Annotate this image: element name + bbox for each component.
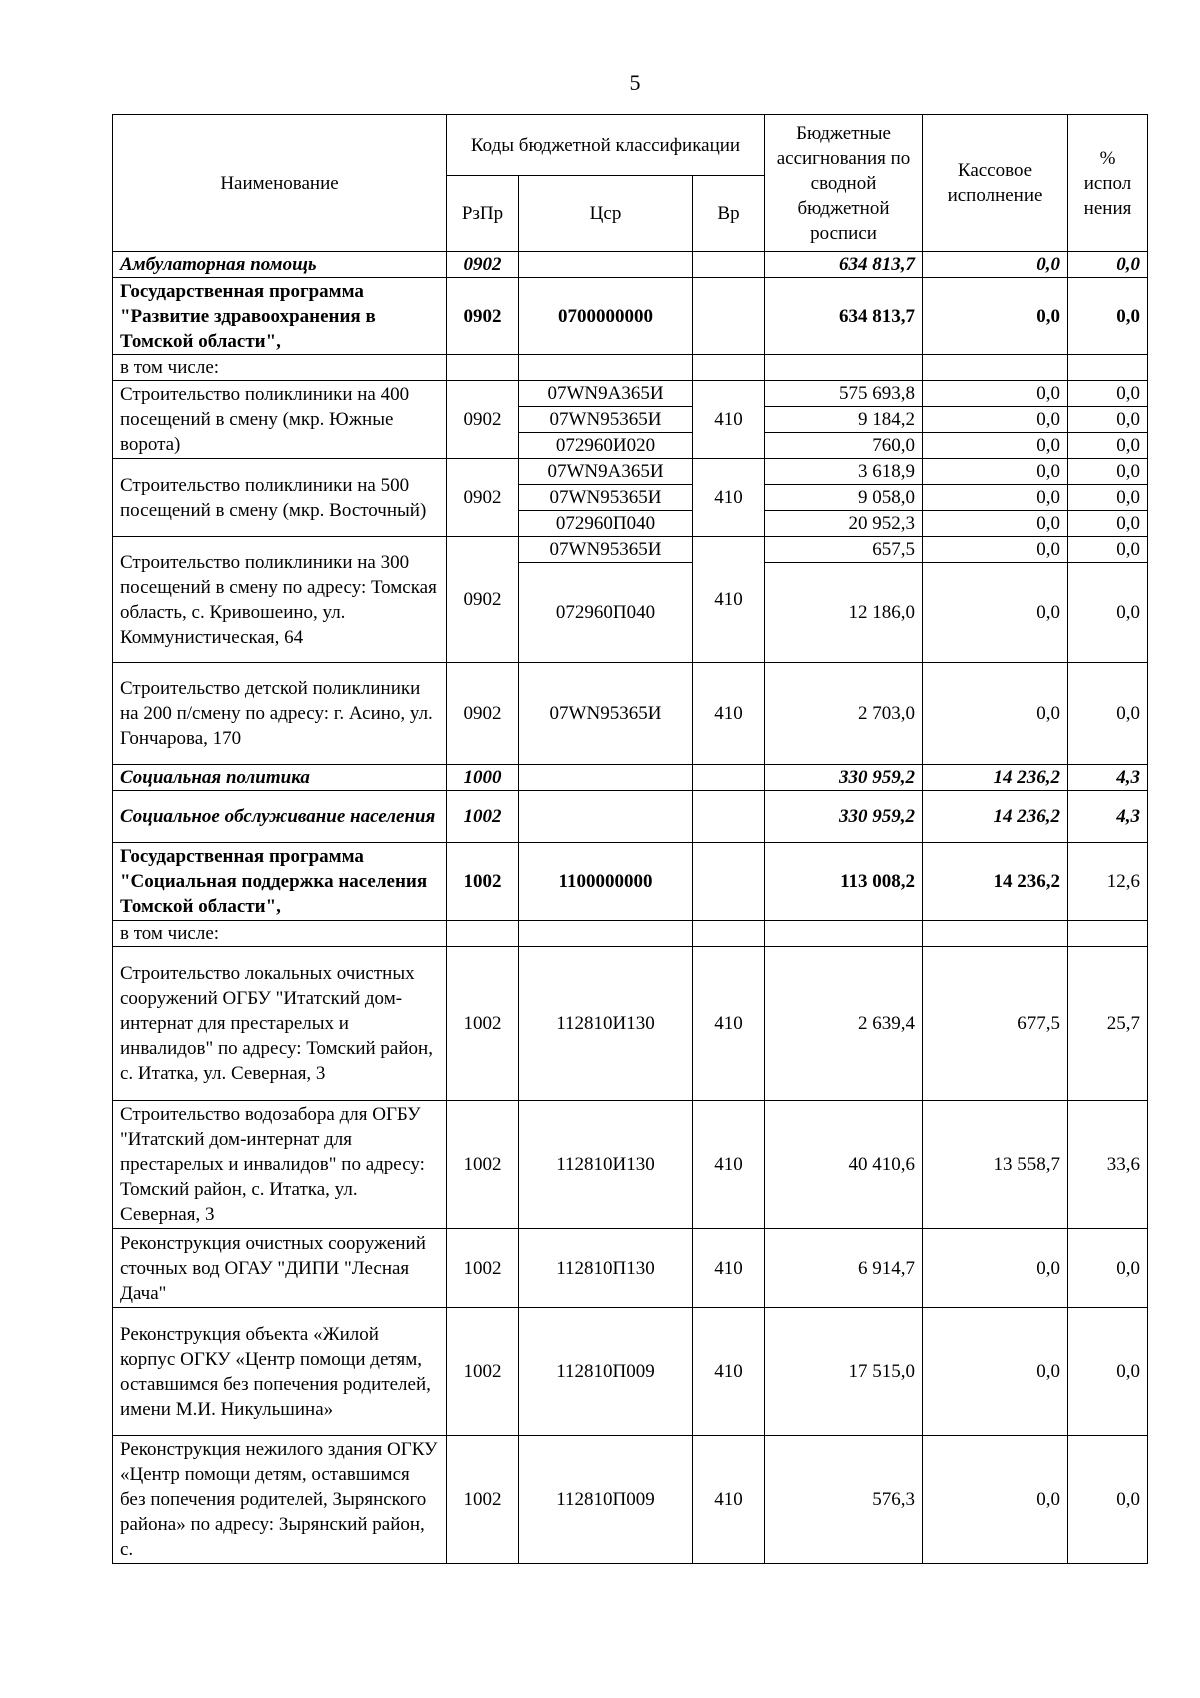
row-amount: 657,5 xyxy=(765,537,923,563)
row-rzpr: 0902 xyxy=(447,278,519,355)
header-csr: Цср xyxy=(519,176,693,252)
row-percent: 4,3 xyxy=(1068,765,1148,791)
table-row xyxy=(113,947,1148,1101)
row-rzpr: 0902 xyxy=(447,537,519,663)
row-execution: 0,0 xyxy=(923,1308,1068,1436)
row-csr: 112810П130 xyxy=(519,1229,693,1308)
row-name: Строительство водозабора для ОГБУ "Итатский дом-интернат для престарелых и инвалидов" по адресу: Томский район, с. Итатка, ул. Северная, 3 xyxy=(113,1101,447,1229)
row-csr xyxy=(519,252,693,278)
row-execution: 0,0 xyxy=(923,485,1068,511)
row-name: в том числе: xyxy=(113,921,447,947)
row-rzpr: 1002 xyxy=(447,791,519,843)
row-csr: 1100000000 xyxy=(519,843,693,921)
empty-cell xyxy=(765,355,923,381)
row-vr: 410 xyxy=(693,537,765,663)
row-execution: 0,0 xyxy=(923,511,1068,537)
row-name: Реконструкция очистных сооружений сточных вод ОГАУ "ДИПИ "Лесная Дача" xyxy=(113,1229,447,1308)
row-percent: 0,0 xyxy=(1068,563,1148,663)
row-amount: 6 914,7 xyxy=(765,1229,923,1308)
row-rzpr: 1000 xyxy=(447,765,519,791)
row-amount: 760,0 xyxy=(765,433,923,459)
row-name: в том числе: xyxy=(113,355,447,381)
row-rzpr: 0902 xyxy=(447,381,519,459)
row-amount: 17 515,0 xyxy=(765,1308,923,1436)
row-percent: 0,0 xyxy=(1068,485,1148,511)
row-execution: 0,0 xyxy=(923,252,1068,278)
row-csr: 072960П040 xyxy=(519,511,693,537)
row-vr: 410 xyxy=(693,459,765,537)
row-csr: 07WN95365И xyxy=(519,537,693,563)
row-execution: 0,0 xyxy=(923,459,1068,485)
row-amount: 113 008,2 xyxy=(765,843,923,921)
row-name: Строительство детской поликлиники на 200 п/смену по адресу: г. Асино, ул. Гончарова, 170 xyxy=(113,663,447,765)
row-amount: 9 184,2 xyxy=(765,407,923,433)
table-row xyxy=(113,921,1148,947)
header-rzpr: РзПр xyxy=(447,176,519,252)
row-rzpr: 1002 xyxy=(447,1101,519,1229)
row-percent: 4,3 xyxy=(1068,791,1148,843)
row-name: Строительство поликлиники на 500 посещений в смену (мкр. Восточный) xyxy=(113,459,447,537)
row-amount: 9 058,0 xyxy=(765,485,923,511)
table-row xyxy=(113,537,1148,563)
row-execution: 14 236,2 xyxy=(923,765,1068,791)
row-csr: 072960И020 xyxy=(519,433,693,459)
row-rzpr: 1002 xyxy=(447,947,519,1101)
row-name: Строительство поликлиники на 400 посещений в смену (мкр. Южные ворота) xyxy=(113,381,447,459)
header-vr: Вр xyxy=(693,176,765,252)
row-execution: 13 558,7 xyxy=(923,1101,1068,1229)
row-execution: 0,0 xyxy=(923,537,1068,563)
table-row xyxy=(113,1101,1148,1229)
empty-cell xyxy=(447,921,519,947)
empty-cell xyxy=(447,355,519,381)
row-amount: 575 693,8 xyxy=(765,381,923,407)
row-csr: 07WN95365И xyxy=(519,485,693,511)
row-amount: 3 618,9 xyxy=(765,459,923,485)
row-amount: 40 410,6 xyxy=(765,1101,923,1229)
row-percent: 0,0 xyxy=(1068,433,1148,459)
table-row xyxy=(113,278,1148,355)
header-name: Наименование xyxy=(113,115,447,252)
table-row xyxy=(113,381,1148,407)
row-execution: 0,0 xyxy=(923,407,1068,433)
empty-cell xyxy=(693,921,765,947)
row-execution: 0,0 xyxy=(923,663,1068,765)
row-execution: 0,0 xyxy=(923,563,1068,663)
table-row xyxy=(113,459,1148,485)
header-percent: % испол нения xyxy=(1068,115,1148,252)
row-name: Социальное обслуживание населения xyxy=(113,791,447,843)
table-row xyxy=(113,1308,1148,1436)
row-vr: 410 xyxy=(693,1436,765,1564)
row-vr: 410 xyxy=(693,663,765,765)
empty-cell xyxy=(923,921,1068,947)
empty-cell xyxy=(765,921,923,947)
table-row xyxy=(113,1436,1148,1564)
row-amount: 2 639,4 xyxy=(765,947,923,1101)
row-name: Государственная программа "Развитие здравоохранения в Томской области", xyxy=(113,278,447,355)
row-name: Строительство поликлиники на 300 посещений в смену по адресу: Томская область, с. Кривошеино, ул. Коммунистическая, 64 xyxy=(113,537,447,663)
row-name: Строительство локальных очистных сооружений ОГБУ "Итатский дом-интернат для престарелых и инвалидов" по адресу: Томский район, с. Итатка, ул. Северная, 3 xyxy=(113,947,447,1101)
budget-table xyxy=(112,114,1148,1564)
row-csr: 07WN95365И xyxy=(519,663,693,765)
row-execution: 0,0 xyxy=(923,1229,1068,1308)
row-name: Реконструкция объекта «Жилой корпус ОГКУ «Центр помощи детям, оставшимся без попечения родителей, имени М.И. Никульшина» xyxy=(113,1308,447,1436)
empty-cell xyxy=(693,355,765,381)
row-percent: 0,0 xyxy=(1068,511,1148,537)
row-percent: 0,0 xyxy=(1068,1436,1148,1564)
header-codes: Коды бюджетной классификации xyxy=(447,115,765,176)
row-vr xyxy=(693,791,765,843)
empty-cell xyxy=(519,355,693,381)
row-percent: 0,0 xyxy=(1068,1308,1148,1436)
row-rzpr: 1002 xyxy=(447,843,519,921)
row-amount: 330 959,2 xyxy=(765,765,923,791)
row-vr: 410 xyxy=(693,381,765,459)
row-percent: 12,6 xyxy=(1068,843,1148,921)
row-vr: 410 xyxy=(693,1308,765,1436)
row-execution: 0,0 xyxy=(923,433,1068,459)
row-percent: 0,0 xyxy=(1068,278,1148,355)
row-amount: 634 813,7 xyxy=(765,278,923,355)
row-rzpr: 0902 xyxy=(447,663,519,765)
empty-cell xyxy=(1068,921,1148,947)
row-name: Амбулаторная помощь xyxy=(113,252,447,278)
table-row xyxy=(113,1229,1148,1308)
row-execution: 0,0 xyxy=(923,1436,1068,1564)
row-csr: 072960П040 xyxy=(519,563,693,663)
row-percent: 0,0 xyxy=(1068,381,1148,407)
row-execution: 0,0 xyxy=(923,278,1068,355)
row-percent: 25,7 xyxy=(1068,947,1148,1101)
row-name: Государственная программа "Социальная поддержка населения Томской области", xyxy=(113,843,447,921)
empty-cell xyxy=(923,355,1068,381)
row-csr: 112810И130 xyxy=(519,947,693,1101)
row-execution: 0,0 xyxy=(923,381,1068,407)
row-vr xyxy=(693,252,765,278)
row-csr: 112810П009 xyxy=(519,1308,693,1436)
row-vr xyxy=(693,843,765,921)
table-row xyxy=(113,252,1148,278)
row-percent: 0,0 xyxy=(1068,252,1148,278)
row-rzpr: 1002 xyxy=(447,1436,519,1564)
table-row xyxy=(113,355,1148,381)
row-execution: 677,5 xyxy=(923,947,1068,1101)
row-csr: 112810И130 xyxy=(519,1101,693,1229)
page-number: 5 xyxy=(629,70,641,95)
header-execution: Кассовое исполнение xyxy=(923,115,1068,252)
row-rzpr: 0902 xyxy=(447,459,519,537)
row-vr xyxy=(693,765,765,791)
row-percent: 0,0 xyxy=(1068,537,1148,563)
row-rzpr: 0902 xyxy=(447,252,519,278)
row-percent: 0,0 xyxy=(1068,663,1148,765)
row-csr: 112810П009 xyxy=(519,1436,693,1564)
row-name: Реконструкция нежилого здания ОГКУ «Центр помощи детям, оставшимся без попечения родителей, Зырянского района» по адресу: Зырянский район, с. xyxy=(113,1436,447,1564)
row-percent: 0,0 xyxy=(1068,459,1148,485)
row-percent: 33,6 xyxy=(1068,1101,1148,1229)
table-row xyxy=(113,791,1148,843)
empty-cell xyxy=(1068,355,1148,381)
row-percent: 0,0 xyxy=(1068,407,1148,433)
row-rzpr: 1002 xyxy=(447,1229,519,1308)
row-amount: 576,3 xyxy=(765,1436,923,1564)
row-vr: 410 xyxy=(693,1101,765,1229)
row-vr xyxy=(693,278,765,355)
row-csr: 07WN95365И xyxy=(519,407,693,433)
row-name: Социальная политика xyxy=(113,765,447,791)
row-amount: 12 186,0 xyxy=(765,563,923,663)
row-percent: 0,0 xyxy=(1068,1229,1148,1308)
empty-cell xyxy=(519,921,693,947)
row-vr: 410 xyxy=(693,947,765,1101)
row-execution: 14 236,2 xyxy=(923,791,1068,843)
row-rzpr: 1002 xyxy=(447,1308,519,1436)
row-csr xyxy=(519,791,693,843)
header-row xyxy=(113,115,1148,176)
row-vr: 410 xyxy=(693,1229,765,1308)
row-execution: 14 236,2 xyxy=(923,843,1068,921)
row-amount: 2 703,0 xyxy=(765,663,923,765)
table-row xyxy=(113,843,1148,921)
row-csr: 0700000000 xyxy=(519,278,693,355)
table-row xyxy=(113,663,1148,765)
header-assignments: Бюджетные ассигнования по сводной бюджетной росписи xyxy=(765,115,923,252)
table-row xyxy=(113,765,1148,791)
row-csr xyxy=(519,765,693,791)
row-csr: 07WN9А365И xyxy=(519,459,693,485)
row-amount: 634 813,7 xyxy=(765,252,923,278)
row-amount: 330 959,2 xyxy=(765,791,923,843)
row-csr: 07WN9А365И xyxy=(519,381,693,407)
row-amount: 20 952,3 xyxy=(765,511,923,537)
